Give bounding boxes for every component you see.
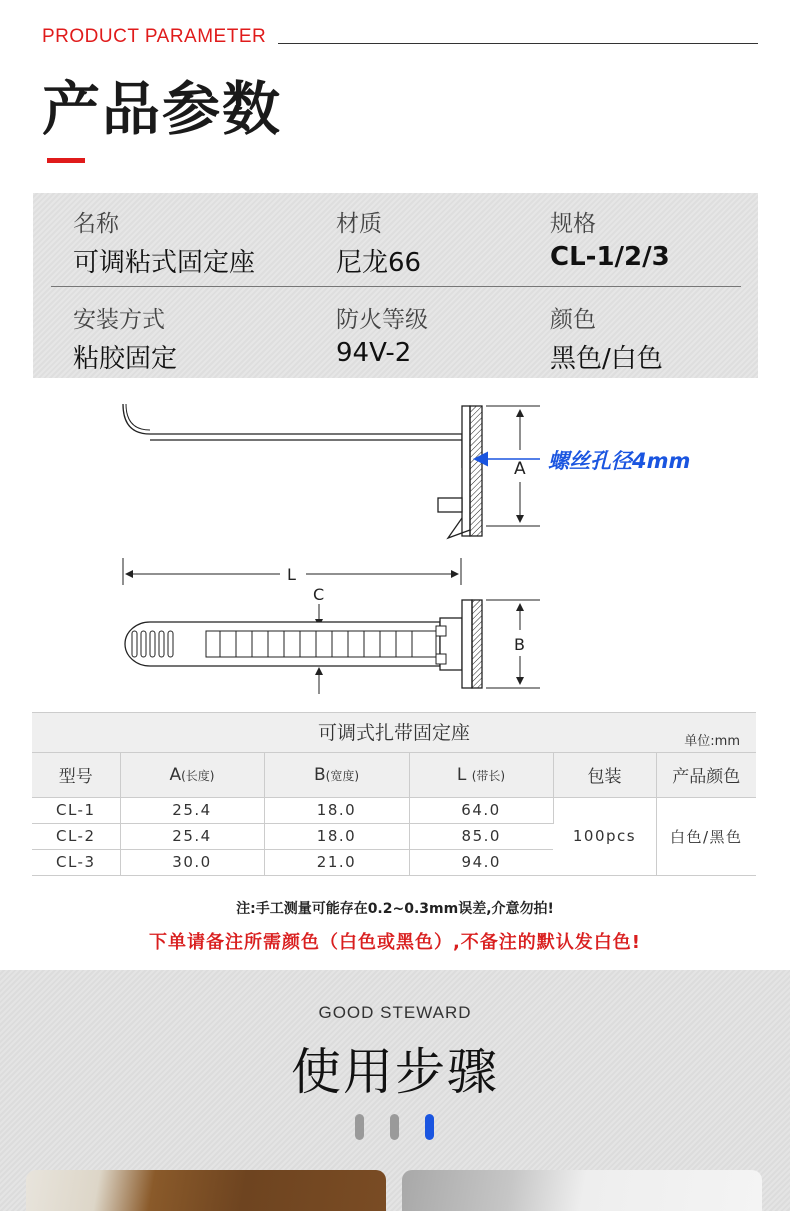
- param-divider: [51, 286, 741, 287]
- side-view: [123, 404, 540, 538]
- param-label: 材质: [336, 211, 382, 237]
- param-label: 规格: [550, 211, 596, 237]
- param-value: CL-1/2/3: [550, 242, 670, 272]
- col-header: 型号: [32, 753, 120, 797]
- table-title-bar: [32, 712, 756, 753]
- param-label: 颜色: [550, 307, 596, 333]
- param-value: 可调粘式固定座: [73, 248, 256, 278]
- param-label: 名称: [73, 211, 119, 237]
- top-view: [123, 558, 540, 694]
- cell-a: 25.4: [120, 823, 264, 849]
- carousel-dot-1[interactable]: [355, 1114, 364, 1140]
- param-name: [73, 205, 255, 279]
- cell-l: 64.0: [409, 797, 553, 823]
- cell-b: 18.0: [264, 797, 409, 823]
- cell-l: 85.0: [409, 823, 553, 849]
- col-header: A(长度): [120, 753, 264, 797]
- technical-drawing: [0, 390, 790, 700]
- section-title: 产品参数: [42, 75, 283, 143]
- param-fire-rating: [336, 301, 428, 368]
- col-header: 包装: [553, 753, 656, 797]
- cell-l: 94.0: [409, 849, 553, 875]
- table-unit: 单位:mm: [684, 734, 740, 749]
- param-material: [336, 205, 421, 279]
- spec-table: [32, 712, 756, 876]
- cell-a: 25.4: [120, 797, 264, 823]
- dim-c-label: C: [313, 585, 325, 604]
- param-install: [73, 301, 177, 375]
- param-color: [550, 301, 663, 375]
- parameter-panel: [33, 193, 758, 378]
- cell-b: 18.0: [264, 823, 409, 849]
- cell-a: 30.0: [120, 849, 264, 875]
- cell-model: CL-1: [32, 797, 120, 823]
- dim-l-label: L: [287, 565, 296, 584]
- col-header: L (带长): [409, 753, 553, 797]
- hole-diameter-label: 螺丝孔径4mm: [548, 449, 691, 473]
- spec-grid: [32, 753, 756, 876]
- usage-steps-section: [0, 970, 790, 1211]
- cell-packing: 100pcs: [553, 797, 656, 875]
- cell-b: 21.0: [264, 849, 409, 875]
- step-photo-2: [402, 1170, 762, 1211]
- cell-model: CL-2: [32, 823, 120, 849]
- table-row: [32, 797, 756, 823]
- table-header-row: [32, 753, 756, 797]
- param-label: 防火等级: [336, 307, 428, 333]
- col-header: B(宽度): [264, 753, 409, 797]
- steps-subtitle-en: GOOD STEWARD: [318, 1003, 472, 1022]
- dim-a-label: A: [514, 459, 526, 479]
- param-label: 安装方式: [73, 307, 165, 333]
- col-header: 产品颜色: [656, 753, 756, 797]
- param-spec: [550, 205, 670, 272]
- dim-b-label: B: [514, 635, 525, 654]
- step-photo-1: [26, 1170, 386, 1211]
- cell-color: 白色/黑色: [656, 797, 756, 875]
- measurement-note: 注:手工测量可能存在0.2~0.3mm误差,介意勿拍!: [236, 901, 554, 917]
- carousel-dot-3[interactable]: [425, 1114, 434, 1140]
- param-value: 粘胶固定: [73, 344, 178, 374]
- cell-model: CL-3: [32, 849, 120, 875]
- param-value: 尼龙66: [336, 248, 422, 278]
- table-title: 可调式扎带固定座: [317, 722, 470, 744]
- header-divider: [278, 43, 758, 44]
- param-value: 黑色/白色: [550, 344, 663, 374]
- param-value: 94V-2: [336, 338, 412, 368]
- steps-title: 使用步骤: [291, 1043, 499, 1101]
- carousel-dot-2[interactable]: [390, 1114, 399, 1140]
- title-accent-bar: [47, 158, 85, 163]
- section-subtitle-en: PRODUCT PARAMETER: [42, 26, 267, 47]
- order-note: 下单请备注所需颜色（白色或黑色）,不备注的默认发白色!: [148, 932, 642, 953]
